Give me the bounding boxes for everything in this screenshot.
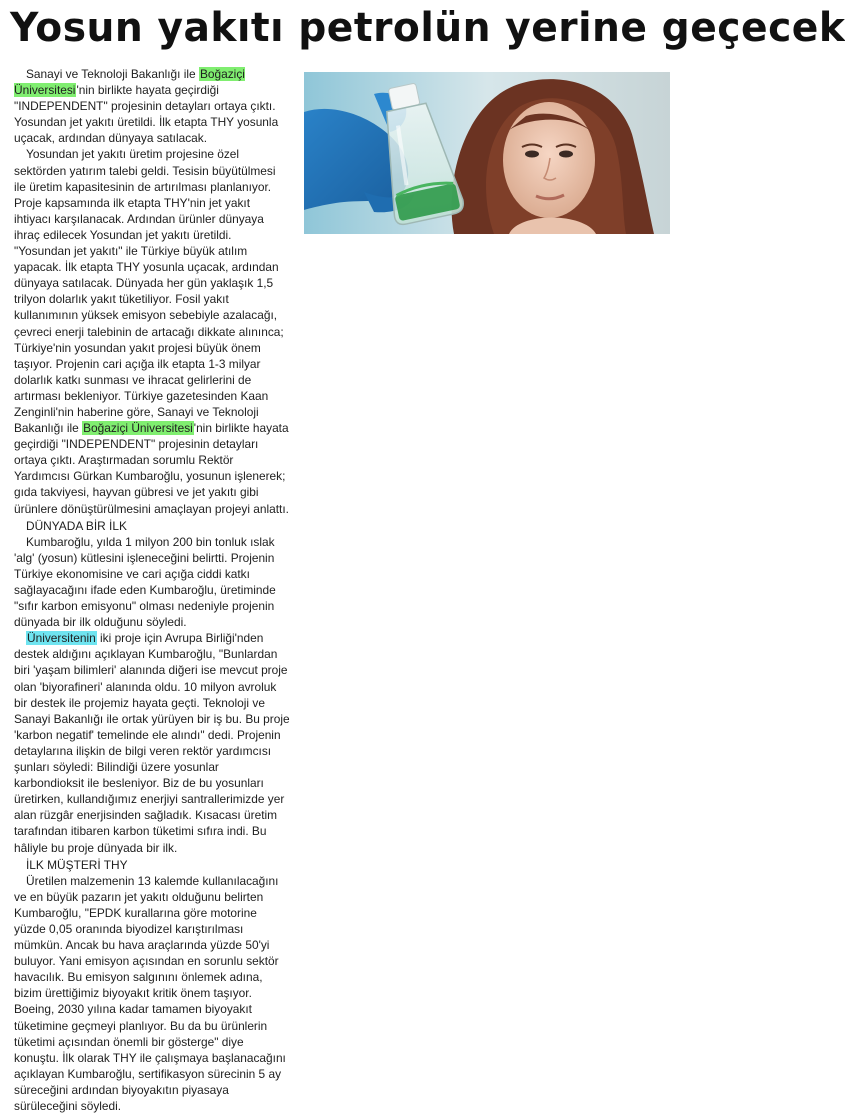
- scientist-with-flask-image: [304, 72, 670, 234]
- paragraph-2-text-a: Yosundan jet yakıtı üretim projesine özel sektörden yatırım talebi geldi. Tesisin büyütülmesi ile üretim kapasitesinin de artırılması planlanıyor. Proje kapsamında ilk etapta THY'nin jet yakıt ihtiyacı karşılanacak. Ardından ürünler dünyaya ihraç edilecek Yosundan jet yakıtı üretildi. "Yosundan jet yakıtı" ile Türkiye büyük atılım yapacak. İlk etapta THY yosunla uçacak, ardından dünyaya satılacak. Dünyada her gün yaklaşık 1,5 trilyon dolarlık yakıt tüketiliyor. Fosil yakıt kullanımının yüksek emisyon sebebiyle azalacağı, çevreci enerji talebinin de artacağı dikkate alınınca; Türkiye'nin yosundan yakıt projesi büyük önem taşıyor. Projenin cari açığa ilk etapta 1-3 milyar dolarlık katkı sunması ve ihracat gelirlerini de artırması bekleniyor. Türkiye gazetesinden Kaan Zenginli'nin haberine göre, Sanayi ve Teknoloji Bakanlığı ile: [14, 147, 284, 436]
- paragraph-1-text-a: Sanayi ve Teknoloji Bakanlığı ile: [26, 67, 199, 81]
- paragraph-1: [14, 66, 290, 146]
- highlight-universitenin: Üniversitenin: [27, 631, 96, 646]
- highlight-bogazici-university: Boğaziçi Üniversitesi: [83, 421, 193, 436]
- paragraph-5: Üretilen malzemenin 13 kalemde kullanılacağını ve en büyük pazarın jet yakıtı olduğunu belirten Kumbaroğlu, "EPDK kurallarına göre motorine yüzde 0,05 oranında biyodizel karıştırılması mümkün. Ancak bu hava araçlarında yüzde 50'yi buluyor. Yani emisyon açısından en sorunlu sektör havacılık. Bu emisyon salgınını önlemek adına, bizim ürettiğimiz biyoyakıt kritik önem taşıyor. Boeing, 2030 yılına kadar tamamen biyoyakıt tüketimine geçmeyi planlıyor. Bu da bu ürünlerin tüketimi açısından önemli bir gösterge" diye konuştu. İlk olarak THY ile çalışmaya başlanacağını açıklayan Kumbaroğlu, sertifikasyon sürecinin 5 ay süreceğini ardından biyoyakıtın piyasaya sürüleceğini söyledi.: [14, 873, 286, 1113]
- paragraph-1-text-b: 'nin birlikte hayata geçirdiği "INDEPENDENT" projesinin detayları ortaya çıktı. Yosundan jet yakıtı üretildi. İlk etapta THY yosunla uçacak, ardından dünyaya satılacak.: [14, 83, 279, 146]
- article-photo: [304, 72, 670, 234]
- paragraph-3: Kumbaroğlu, yılda 1 milyon 200 bin tonluk ıslak 'alg' (yosun) kütlesini işleneceğini belirtti. Projenin Türkiye ekonomisine ve cari açığa ciddi katkı sağlayacağını ifade eden Kumbaroğlu, üretiminde "sıfır karbon emisyonu" olması nedeniyle projenin dünyada bir ilk olduğunu söyledi.: [14, 534, 276, 630]
- paragraph-2-text-b: 'nin birlikte hayata geçirdiği "INDEPENDENT" projesinin detayları ortaya çıktı. Araştırmadan sorumlu Rektör Yardımcısı Gürkan Kumbaroğlu, yosunun işlenerek; gıda takviyesi, hayvan gübresi ve jet yakıtı gibi ürünlere dönüştürülmesini amaçlayan projeyi anlattı.: [14, 421, 289, 516]
- highlight-bogazici-university: Boğaziçi Üniversitesi: [14, 67, 245, 98]
- subheading-ilk-musteri-thy: İLK MÜŞTERİ THY: [26, 857, 128, 872]
- subheading-dunyada-bir-ilk: DÜNYADA BİR İLK: [26, 518, 127, 533]
- paragraph-4: [14, 630, 290, 855]
- article-body: [14, 66, 290, 1114]
- headline: Yosun yakıtı petrolün yerine geçecek: [10, 5, 845, 51]
- paragraph-2: [14, 146, 290, 516]
- paragraph-4-text: iki proje için Avrupa Birliği'nden destek aldığını açıklayan Kumbaroğlu, "Bunlardan biri 'yaşam bilimleri' alanında diğeri ise mevcut proje olan 'biyorafineri' alanında oldu. 10 milyon avroluk bir destek ile projemiz hayata geçti. Teknoloji ve Sanayi Bakanlığı ile ortak yürüyen bir iş bu. Bu proje 'karbon negatif' temelinde ele alındı" dedi. Projenin detaylarına ilişkin de bilgi veren rektör yardımcısı şunları söyledi: Bilindiği üzere yosunlar karbondioksit ile besleniyor. Biz de bu yosunları üretirken, kullandığımız enerjiyi santrallerimizde yer alan rüzgâr enerjisinden sağladık. Kısacası üretim tarafından itibaren karbon tüketimi sıfıra indi. Bu hâliyle bu proje dünyada bir ilk.: [14, 631, 290, 855]
